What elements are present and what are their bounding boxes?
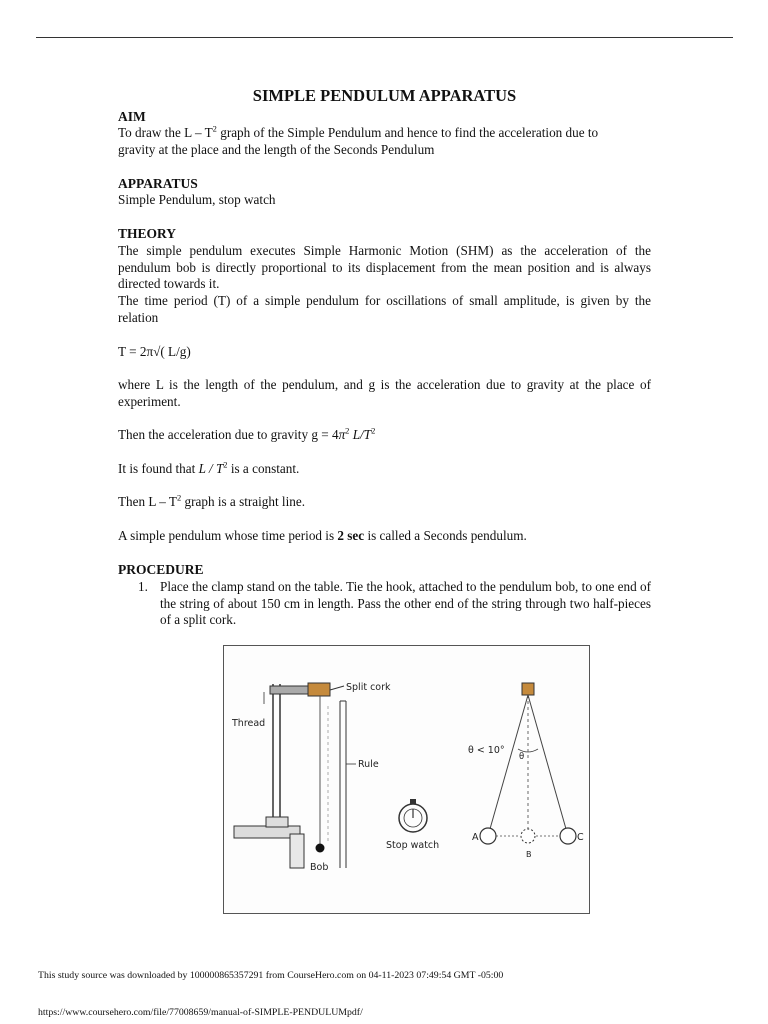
pendulum-apparatus-figure <box>223 645 590 914</box>
theory-paragraph-3: where L is the length of the pendulum, and g is the acceleration due to gravity at the place of experiment. <box>118 377 651 409</box>
period-formula: T = 2π√( L/g) <box>118 344 191 359</box>
pendulum-bob <box>316 844 325 853</box>
pivot-cork <box>522 683 534 695</box>
split-cork-label: Split cork <box>346 682 391 693</box>
download-notice: This study source was downloaded by 100000865357291 from CourseHero.com on 04-11-2023 07:49:54 GMT -05:00 <box>38 970 504 981</box>
clamp-base <box>290 834 304 868</box>
theory-paragraph-1: The simple pendulum executes Simple Harmonic Motion (SHM) as the acceleration of the pendulum bob is directly proportional to its displacement from the mean position and is always directed towards it. <box>118 243 651 292</box>
theta-label: θ <box>519 752 525 762</box>
point-c-label: C <box>577 832 584 843</box>
apparatus-heading: APPARATUS <box>118 176 198 191</box>
stop-watch-label: Stop watch <box>386 840 440 851</box>
angle-label: θ < 10° <box>468 745 505 756</box>
aim-line-1: To draw the L – $T^2$ graph of the Simple Pendulum and hence to find the acceleration due to <box>118 123 599 140</box>
stand-foot <box>266 817 288 827</box>
point-b-label: B <box>526 850 532 859</box>
bob-position-b <box>521 829 535 843</box>
seconds-pendulum-statement: A simple pendulum whose time period is 2 sec is called a Seconds pendulum. <box>118 528 527 543</box>
bob-label: Bob <box>310 862 329 873</box>
theory-paragraph-2: The time period (T) of a simple pendulum for oscillations of small amplitude, is given by the relation <box>118 293 651 325</box>
point-a-label: A <box>472 832 479 843</box>
aim-line-2: gravity at the place and the length of the Seconds Pendulum <box>118 142 435 157</box>
bob-position-a <box>480 828 496 844</box>
procedure-heading: PROCEDURE <box>118 562 204 577</box>
string-left <box>488 695 528 836</box>
thread-label: Thread <box>232 718 266 729</box>
string-right <box>528 695 568 836</box>
split-cork <box>308 683 330 696</box>
bob-position-c <box>560 828 576 844</box>
apparatus-text: Simple Pendulum, stop watch <box>118 192 276 207</box>
source-url: https://www.coursehero.com/file/77008659/manual-of-SIMPLE-PENDULUMpdf/ <box>38 1007 363 1018</box>
aim-heading: AIM <box>118 109 146 124</box>
constant-statement: It is found that L / $T^2$ is a constant. <box>118 459 300 476</box>
page-title: SIMPLE PENDULUM APPARATUS <box>252 86 517 105</box>
theory-heading: THEORY <box>118 226 177 241</box>
step-text: Place the clamp stand on the table. Tie the hook, attached to the pendulum bob, to one end of the string of about 150 cm in length. Pass the other end of the string through two half-pieces of a split cork. <box>160 579 651 628</box>
straight-line-statement: Then L – $T^2$ graph is a straight line. <box>118 492 306 509</box>
gravity-formula: Then the acceleration due to gravity $g = 4\pi^2$ $L/T^2$ <box>118 425 376 442</box>
step-number: 1. <box>138 579 148 594</box>
rule-label: Rule <box>358 759 379 770</box>
top-rule <box>36 37 733 38</box>
